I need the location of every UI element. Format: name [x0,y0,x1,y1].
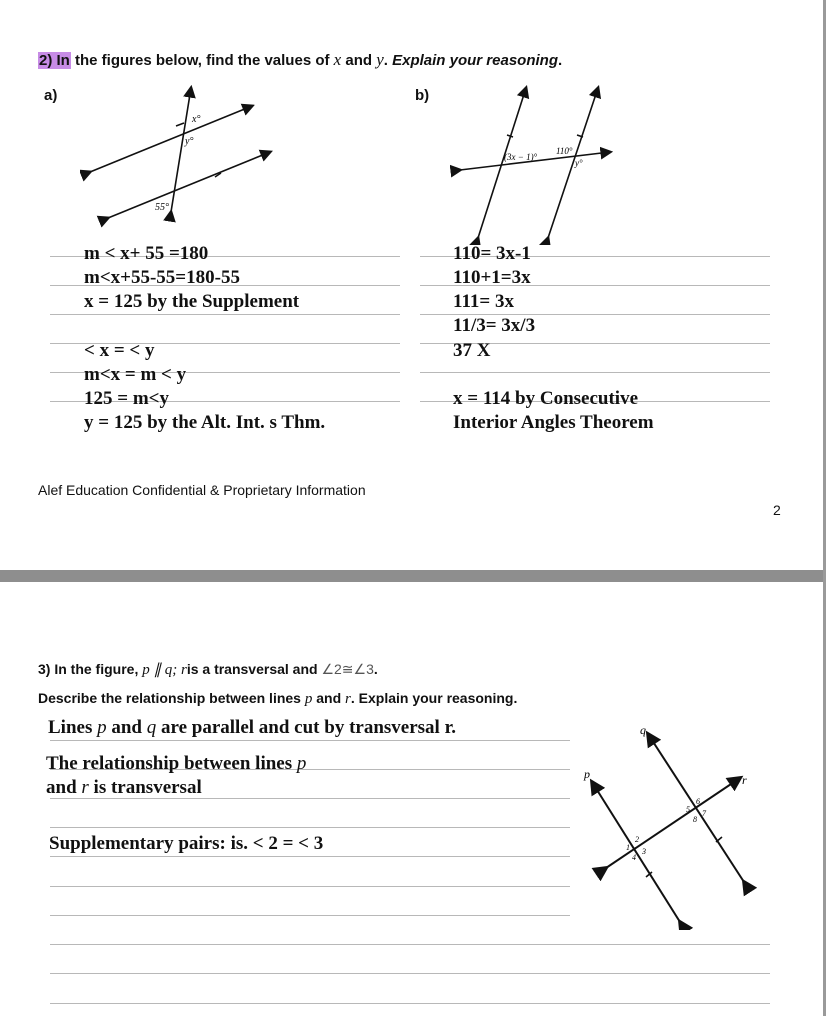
answer-a-line: 125 = m<y [84,388,169,409]
line-p [592,782,680,922]
q3-answer-line: and r is transversal [46,777,202,798]
label-q: q [640,723,646,737]
figure-b-diagram [450,80,620,245]
transversal-a [171,88,194,212]
answer-a-line: m<x = m < y [84,364,187,385]
parallel-tick-left [507,135,513,137]
confidential-footer: Alef Education Confidential & Proprietary Information [38,482,366,498]
answer-a-line: < x = < y [84,340,155,361]
fig-b-expr-label: (3x − 1)° [504,152,538,162]
angle-label-1: 1 [626,843,630,852]
page-separator [0,570,826,582]
answer-b-line: Interior Angles Theorem [453,412,654,433]
line-bottom [108,152,270,218]
fig-a-angle-label: 55° [155,202,169,213]
label-r: r [742,773,747,787]
answer-a-line: x = 125 by the Supplement [84,291,300,312]
ruled-line [420,372,770,373]
q3-answer-line: The relationship between lines p [46,753,307,774]
answer-a-line: y = 125 by the Alt. Int. s Thm. [84,412,326,433]
label-p: p [584,767,590,781]
answer-b-line: 111= 3x [453,291,514,312]
answer-a-line: m<x+55-55=180-55 [84,267,240,288]
answer-b-line: x = 114 by Consecutive [453,388,638,409]
angle-label-3: 3 [642,847,646,856]
ruled-line [50,944,770,945]
line-r [606,778,740,868]
answer-b-line: 110= 3x-1 [453,243,531,264]
ruled-line [50,740,570,741]
figure-a-diagram [80,80,280,230]
ruled-line [50,314,400,315]
question-3-instruction: Describe the relationship between lines p and r. Explain your reasoning. [38,690,518,707]
fig-a-x-label: x° [192,114,201,125]
answer-b-line: 11/3= 3x/3 [453,315,536,336]
ruled-line [50,1003,770,1004]
part-b-label: b) [415,87,430,104]
q3-answer-line: Supplementary pairs: is. < 2 = < 3 [49,833,324,854]
answer-b-line: 110+1=3x [453,267,531,288]
angle-label-6: 6 [696,797,700,806]
angle-label-8: 8 [693,815,697,824]
question-2-number: 2) In [39,52,70,69]
part-a-label: a) [44,87,58,104]
answer-a-line: m < x+ 55 =180 [84,243,209,264]
q3-answer-line: Lines p and q are parallel and cut by transversal r. [48,717,457,738]
angle-label-5: 5 [686,805,690,814]
parallel-tick-top [176,123,184,126]
angle-label-7: 7 [702,809,706,818]
line-right [548,88,598,238]
page-number: 2 [773,502,781,518]
ruled-line [50,827,570,828]
angle-label-4: 4 [632,853,636,862]
ruled-line [50,856,570,857]
ruled-line [50,915,570,916]
fig-a-y-label: y° [185,136,194,147]
fig-b-y-label: y° [575,158,583,168]
ruled-line [50,886,570,887]
question-3-prompt: 3) In the figure, p ∥ q; ris a transversal and ∠2≅∠3. [38,661,378,678]
line-top [90,106,252,172]
fig-b-angle-label: 110° [556,146,573,156]
question-2-prompt: 2) In the figures below, find the values of x and y. Explain your reasoning. [39,50,563,69]
answer-b-line: 37 X [453,340,491,361]
figure-q3-diagram [580,720,760,930]
ruled-line [50,973,770,974]
angle-label-2: 2 [635,835,639,844]
